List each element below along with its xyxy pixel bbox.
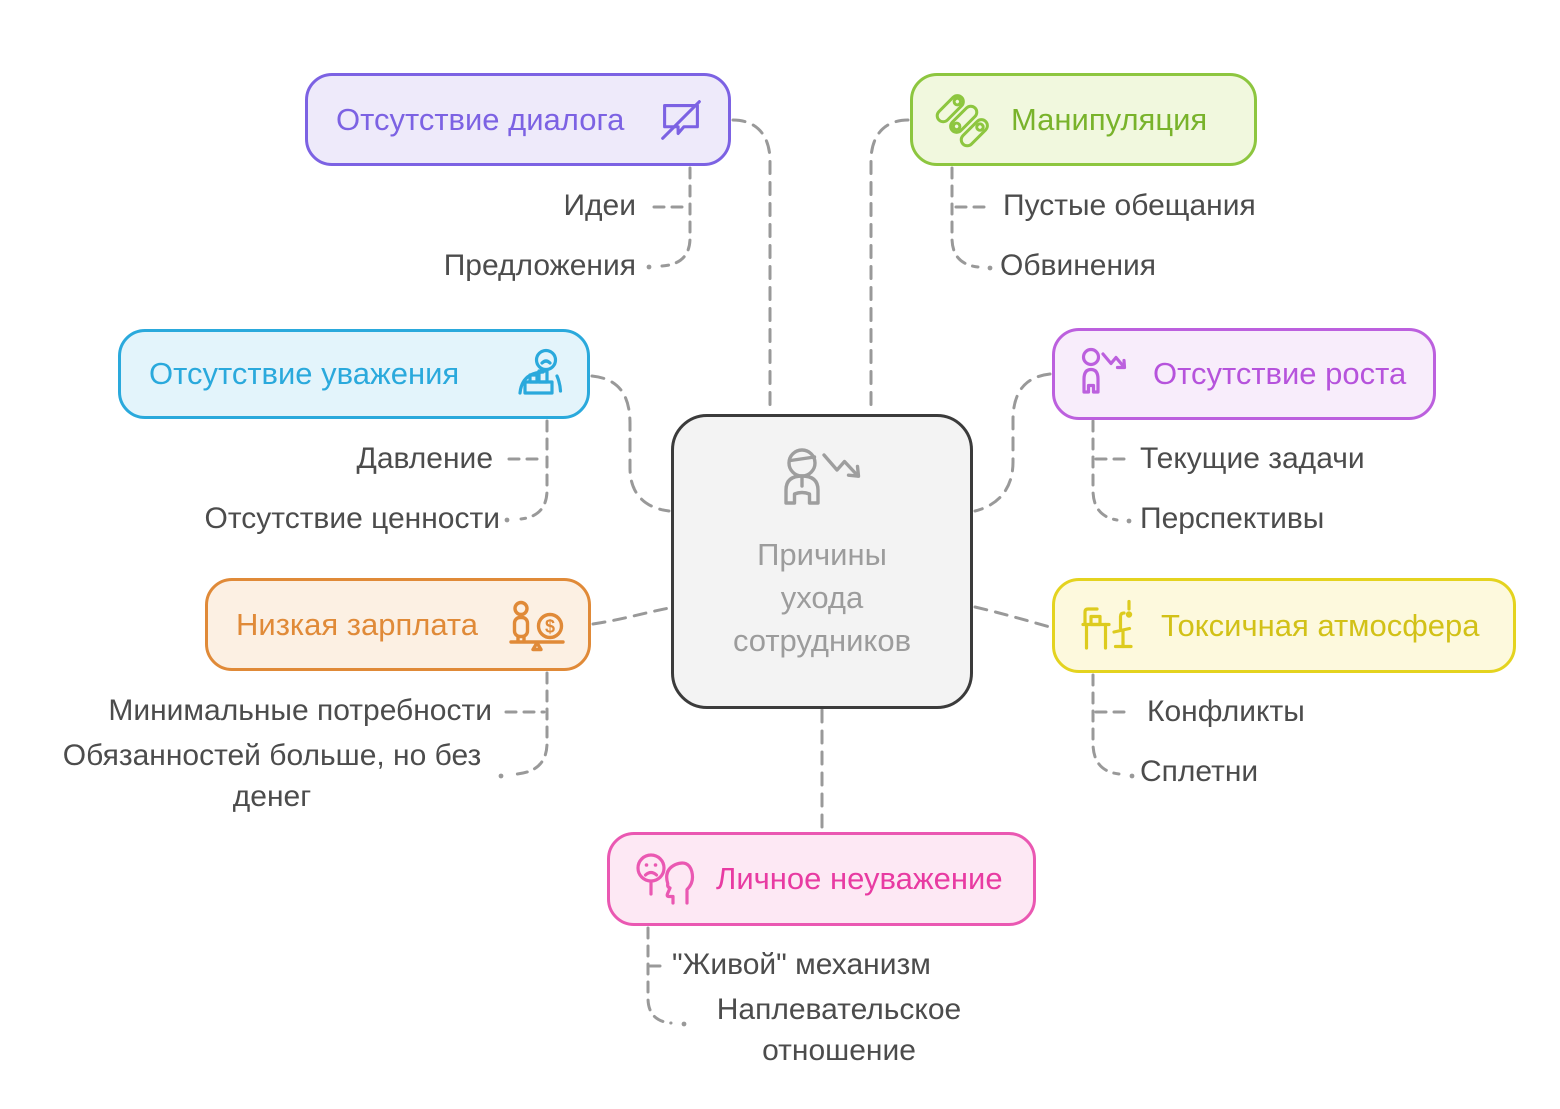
- salary-scale-icon: [504, 597, 568, 653]
- node-salary: [205, 578, 591, 671]
- node-respect: [118, 329, 590, 419]
- center-title-line: ухода: [780, 580, 864, 615]
- connector-manipulation-center: [871, 120, 908, 412]
- svg-text:$: $: [544, 616, 556, 636]
- node-label: Отсутствие диалога: [336, 101, 625, 137]
- connector-toxic-center: [975, 607, 1050, 627]
- leaf-label: Сплетни: [1140, 755, 1259, 788]
- leaf-label: Конфликты: [1147, 695, 1305, 728]
- leaf-label: Обвинения: [1000, 249, 1157, 282]
- person-at-desk-icon: [511, 346, 567, 402]
- node-label: Токсичная атмосфера: [1161, 607, 1480, 643]
- connector-salary-center: [593, 608, 669, 624]
- center-node: [671, 414, 973, 709]
- leaf-label: Наплевательское отношение: [716, 993, 962, 1067]
- leaf-label: "Живой" механизм: [672, 948, 931, 981]
- person-decline-icon: [771, 443, 873, 533]
- node-label: Отсутствие роста: [1153, 356, 1407, 391]
- node-manipulation: [910, 73, 1257, 166]
- node-label: Манипуляция: [1011, 101, 1208, 137]
- leaf-label: Минимальные потребности: [108, 694, 492, 727]
- dialog-off-icon: [654, 93, 708, 147]
- leaf-label: Идеи: [563, 189, 636, 222]
- desk-chair-alert-icon: [1077, 598, 1141, 654]
- sad-face-head-icon: [632, 851, 696, 907]
- leaf-label: Давление: [356, 442, 493, 475]
- leaf-label: Перспективы: [1140, 502, 1325, 535]
- node-disrespect: [607, 832, 1036, 926]
- leaf-label: Отсутствие ценности: [204, 502, 500, 535]
- connector-growth-center: [975, 374, 1050, 511]
- connector-dialog-center: [733, 120, 770, 412]
- leaf-label: Пустые обещания: [1003, 189, 1256, 222]
- node-label: Отсутствие уважения: [149, 356, 460, 391]
- node-label: Личное неуважение: [716, 861, 1003, 896]
- node-toxic: [1052, 578, 1516, 673]
- node-label: Низкая зарплата: [236, 606, 479, 642]
- connector-respect-center: [592, 376, 669, 511]
- leaf-label: Обязанностей больше, но без денег: [62, 739, 482, 813]
- center-title-line: сотрудников: [732, 623, 912, 658]
- puppet-strings-icon: [935, 92, 991, 148]
- person-decline-arrow-icon: [1077, 346, 1133, 402]
- node-growth: [1052, 328, 1436, 420]
- node-dialog: [305, 73, 731, 166]
- center-title-line: Причины: [757, 537, 887, 572]
- leaf-label: Текущие задачи: [1140, 442, 1365, 475]
- leaf-label: Предложения: [443, 249, 636, 282]
